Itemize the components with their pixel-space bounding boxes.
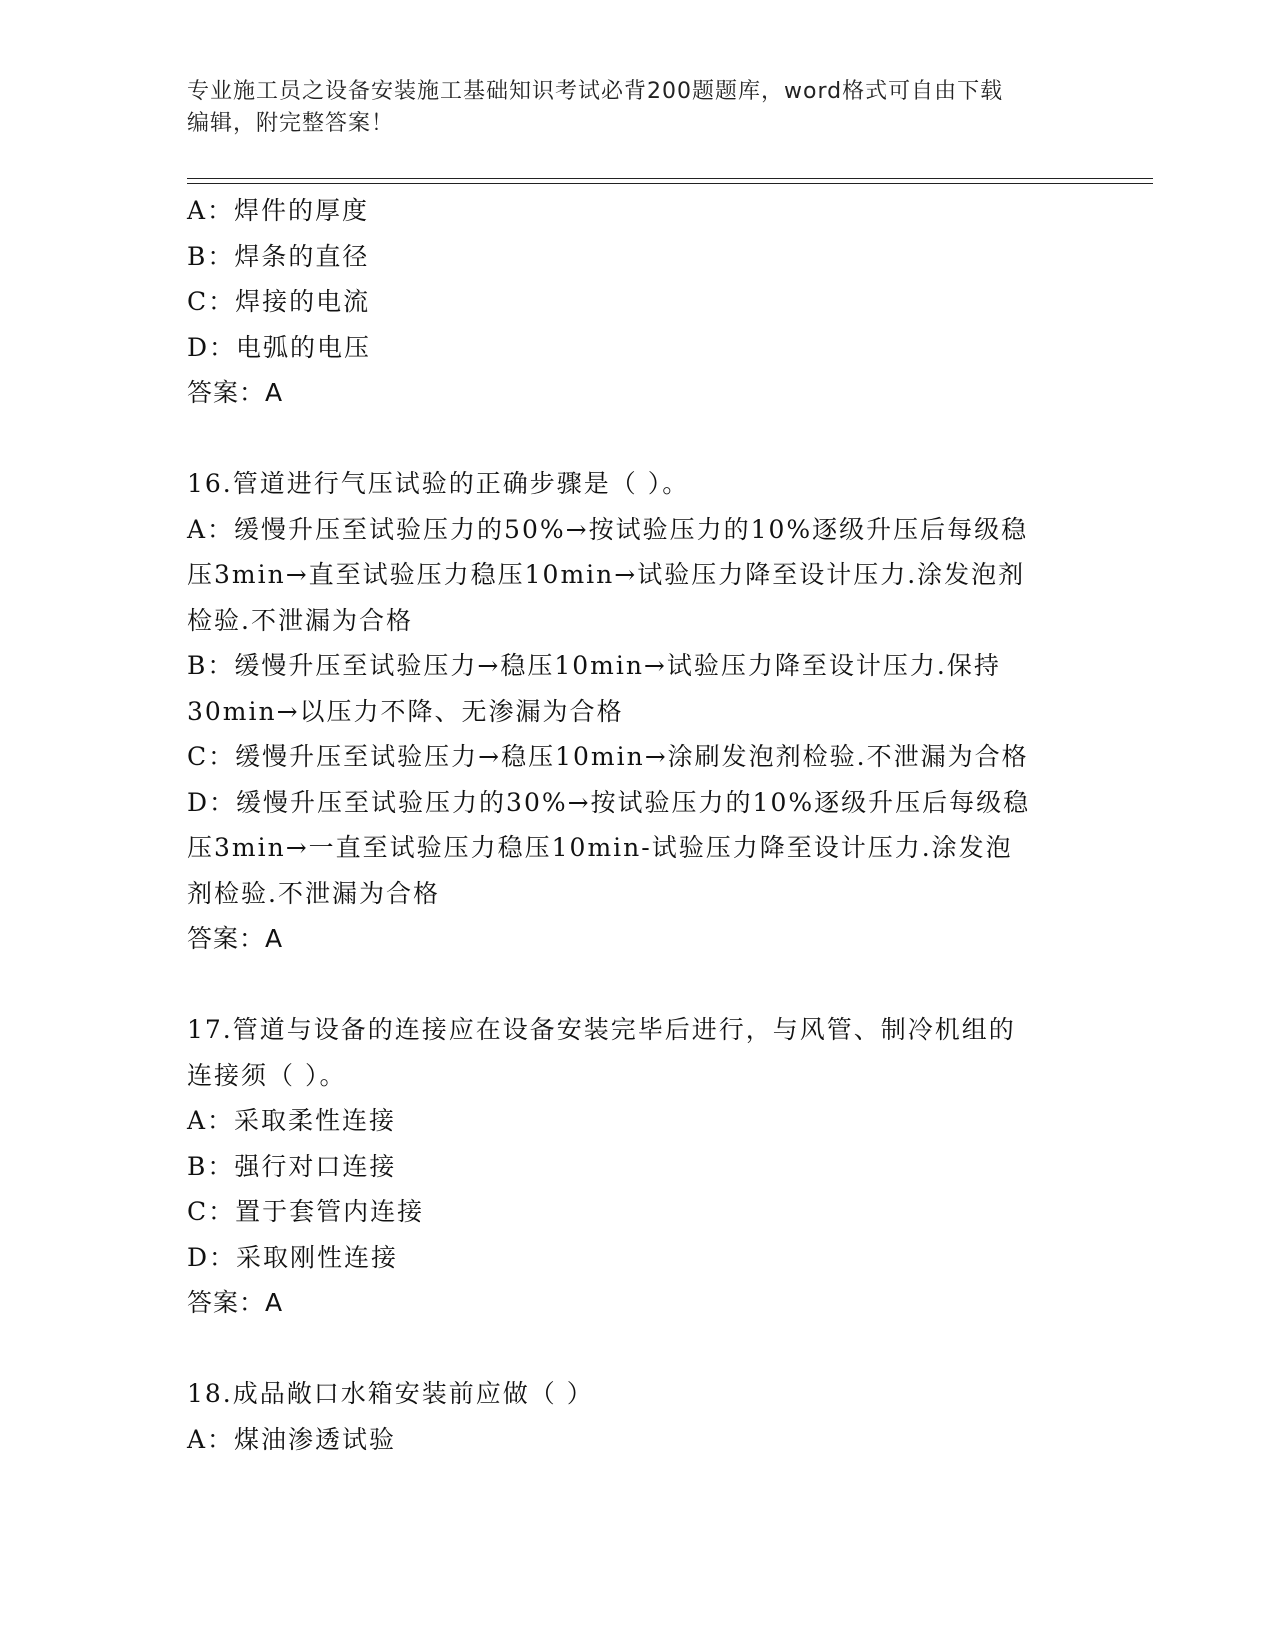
option-d-line-1: D：缓慢升压至试验压力的30%→按试验压力的10%逐级升压后每级稳 bbox=[187, 787, 1031, 817]
option-c-line-1: C：缓慢升压至试验压力→稳压10min→涂刷发泡剂检验.不泄漏为合格 bbox=[187, 742, 1029, 771]
spacer bbox=[187, 1326, 1087, 1372]
question-stem-line-1: 17.管道与设备的连接应在设备安装完毕后进行，与风管、制冷机组的 bbox=[187, 1015, 1016, 1044]
option-a-line-3: 检验.不泄漏为合格 bbox=[187, 605, 413, 635]
header-title-line-2: 编辑，附完整答案！ bbox=[187, 111, 395, 136]
question-18 bbox=[187, 1371, 1087, 1462]
header-divider bbox=[187, 178, 1153, 184]
option-a: A：煤油渗透试验 bbox=[187, 1424, 397, 1454]
question-stem-line-2: 连接须（ ）。 bbox=[187, 1060, 347, 1090]
spacer bbox=[187, 962, 1087, 1008]
option-c: C：焊接的电流 bbox=[187, 287, 371, 316]
option-d-line-3: 剂检验.不泄漏为合格 bbox=[187, 878, 440, 908]
question-stem: 16.管道进行气压试验的正确步骤是（ ）。 bbox=[187, 469, 690, 498]
header-title-line-1: 专业施工员之设备安装施工基础知识考试必背200题题库，word格式可自由下载 bbox=[187, 79, 1004, 104]
option-a: A：焊件的厚度 bbox=[187, 196, 370, 225]
document-header bbox=[187, 76, 1087, 140]
option-d-line-2: 压3min→一直至试验压力稳压10min-试验压力降至设计压力.涂发泡 bbox=[187, 833, 1013, 862]
option-c: C：置于套管内连接 bbox=[187, 1197, 425, 1226]
question-15-options bbox=[187, 188, 1087, 416]
option-a-line-2: 压3min→直至试验压力稳压10min→试验压力降至设计压力.涂发泡剂 bbox=[187, 560, 1026, 589]
option-d: D：采取刚性连接 bbox=[187, 1242, 399, 1272]
answer-line: 答案：A bbox=[187, 924, 284, 953]
spacer bbox=[187, 416, 1087, 462]
option-b-line-2: 30min→以压力不降、无渗漏为合格 bbox=[187, 696, 624, 726]
option-b: B：强行对口连接 bbox=[187, 1151, 397, 1181]
option-a: A：采取柔性连接 bbox=[187, 1106, 397, 1135]
answer-line: 答案：A bbox=[187, 1288, 284, 1317]
question-17 bbox=[187, 1007, 1087, 1326]
question-stem: 18.成品敞口水箱安装前应做（ ） bbox=[187, 1379, 594, 1408]
question-16 bbox=[187, 461, 1087, 962]
option-d: D：电弧的电压 bbox=[187, 332, 372, 362]
option-a-line-1: A：缓慢升压至试验压力的50%→按试验压力的10%逐级升压后每级稳 bbox=[187, 514, 1029, 544]
question-content bbox=[187, 188, 1087, 1462]
option-b-line-1: B：缓慢升压至试验压力→稳压10min→试验压力降至设计压力.保持 bbox=[187, 651, 1001, 680]
option-b: B：焊条的直径 bbox=[187, 241, 370, 271]
answer-line: 答案：A bbox=[187, 378, 284, 407]
